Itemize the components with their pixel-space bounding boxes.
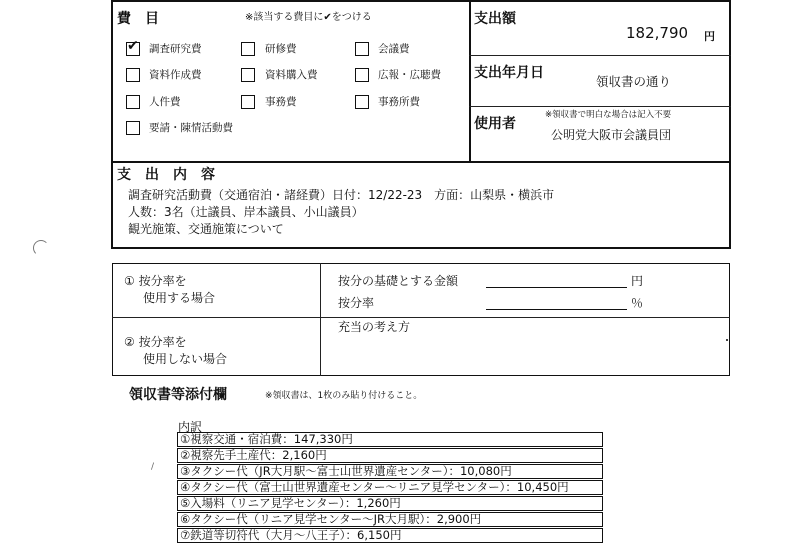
amount-unit: 円 (704, 30, 715, 43)
rate-unit: ％ (631, 296, 644, 310)
ratio-divider-vertical (320, 263, 321, 376)
base-amount-field[interactable] (486, 287, 627, 288)
user-label: 使用者 (474, 116, 516, 132)
checkbox-label: 事務所費 (378, 96, 420, 108)
divider-vertical (469, 0, 471, 162)
user-note: ※領収書で明白な場合は記入不要 (545, 110, 672, 120)
checkbox-label: 広報・広聴費 (378, 69, 441, 81)
content-line: 人数：3名（辻議員、岸本議員、小山議員） (128, 205, 364, 219)
ratio-divider-horizontal (112, 317, 730, 318)
base-amount-unit: 円 (631, 274, 644, 288)
checkbox-training[interactable] (241, 42, 255, 56)
expense-type-note: ※該当する費目に✔をつける (245, 12, 372, 23)
ratio-use-label-2: 使用する場合 (143, 291, 216, 305)
checkbox-label: 人件費 (149, 96, 181, 108)
user-value: 公明党大阪市会議員団 (551, 128, 672, 142)
checkbox-petition[interactable] (126, 121, 140, 135)
content-line: 調査研究活動費（交通宿泊・諸経費）日付：12/22-23 方面：山梨県・横浜市 (128, 188, 555, 202)
checkbox-public-relations[interactable] (355, 68, 369, 82)
expense-type-heading: 費 目 (117, 11, 159, 27)
breakdown-item: ①視察交通・宿泊費：147,330円 (177, 432, 603, 447)
ratio-nouse-label: ② 按分率を (124, 335, 187, 349)
ratio-use-label: ① 按分率を (124, 274, 187, 288)
rate-label: 按分率 (338, 296, 375, 310)
rate-field[interactable] (486, 309, 627, 310)
divider-amount (469, 55, 731, 56)
checkbox-document-purchase[interactable] (241, 68, 255, 82)
receipt-note: ※領収書は、1枚のみ貼り付けること。 (265, 391, 423, 401)
checkbox-office-expense[interactable] (241, 95, 255, 109)
breakdown-item: ⑥タクシー代（リニア見学センター～JR大月駅）：2,900円 (177, 512, 603, 527)
content-heading: 支 出 内 容 (117, 167, 215, 183)
ratio-nouse-label-2: 使用しない場合 (143, 352, 228, 366)
scan-dot (726, 339, 728, 341)
divider-content (111, 161, 731, 163)
reason-label: 充当の考え方 (338, 320, 411, 334)
checkbox-label: 資料購入費 (265, 69, 318, 81)
checkbox-label: 資料作成費 (149, 69, 202, 81)
amount-value: 182,790 (626, 24, 689, 42)
date-value: 領収書の通り (596, 74, 672, 89)
checkbox-personnel[interactable] (126, 95, 140, 109)
checkbox-label: 会議費 (378, 43, 410, 55)
receipt-heading: 領収書等添付欄 (129, 387, 227, 403)
amount-label: 支出額 (474, 11, 516, 27)
checkbox-document-creation[interactable] (126, 68, 140, 82)
divider-date (469, 106, 731, 107)
date-label: 支出年月日 (474, 65, 544, 81)
checkbox-label: 研修費 (265, 43, 297, 55)
checkbox-label: 調査研究費 (149, 43, 202, 55)
breakdown-item: ②視察先手土産代：2,160円 (177, 448, 603, 463)
check-mark-icon: ✔ (127, 38, 139, 54)
breakdown-item: ③タクシー代（JR大月駅～富士山世界遺産センター）：10,080円 (177, 464, 603, 479)
base-amount-label: 按分の基礎とする金額 (338, 274, 459, 288)
content-line: 観光施策、交通施策について (128, 222, 284, 236)
breakdown-item: ⑦鉄道等切符代（大月～八王子）：6,150円 (177, 528, 603, 543)
breakdown-item: ⑤入場料（リニア見学センター）：1,260円 (177, 496, 603, 511)
checkbox-label: 事務費 (265, 96, 297, 108)
scan-mark: / (151, 462, 155, 472)
checkbox-office[interactable] (355, 95, 369, 109)
breakdown-title: 内訳 (178, 420, 203, 434)
breakdown-item: ④タクシー代（富士山世界遺産センター～リニア見学センター）：10,450円 (177, 480, 603, 495)
checkbox-research[interactable] (126, 38, 140, 56)
scan-artifact (33, 240, 49, 256)
checkbox-meeting[interactable] (355, 42, 369, 56)
checkbox-label: 要請・陳情活動費 (149, 122, 233, 134)
